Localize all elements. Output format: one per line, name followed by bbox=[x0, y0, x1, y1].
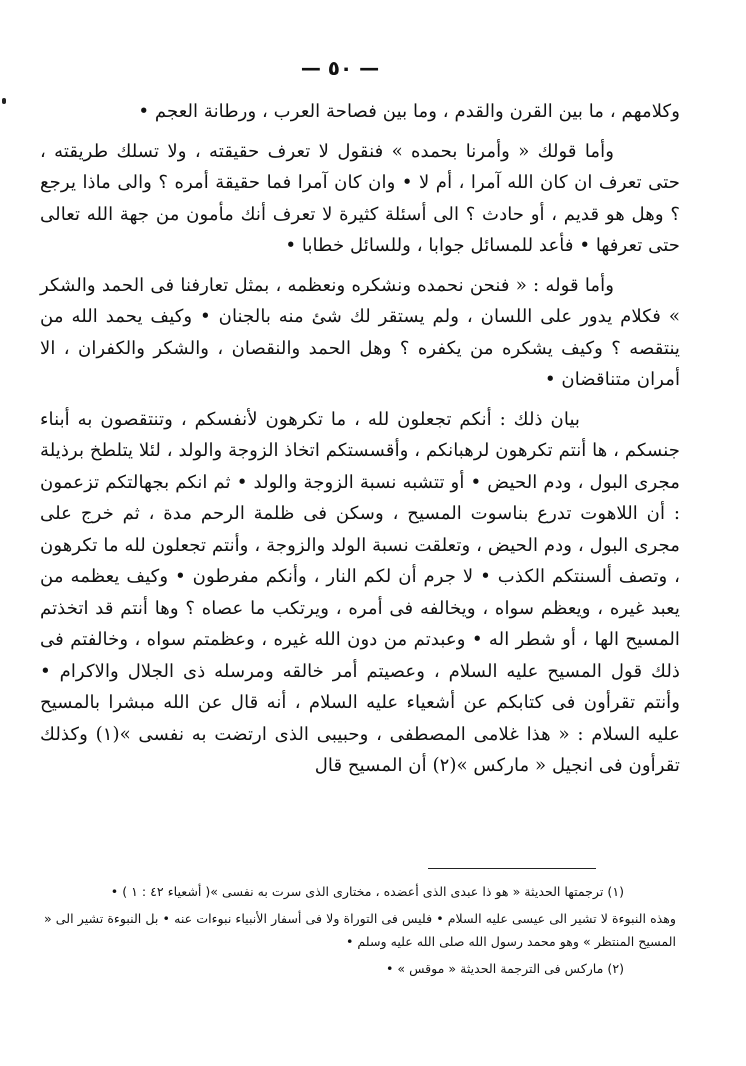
footnote: (٢) ماركس فى الترجمة الحديثة « موقس » • bbox=[385, 960, 624, 976]
paragraph: بيان ذلك : أنكم تجعلون لله ، ما تكرهون لأنفسكم ، وتنتقصون به أبناء جنسكم ، ها أنتم تكرهون لرهبانكم ، وأقسستكم اتخاذ الزوجة والولد ، لئلا يتلطخ برذيلة مجرى البول ، ودم الحيض • أو تتشبه نسبة الزوجة والولد • ثم انكم بجهالتكم تزعمون : أن اللاهوت تدرع بناسوت المسيح ، وسكن فى ظلمة الرحم مدة ، ثم خرج على مجرى البول ، ودم الحيض ، وتعلقت نسبة الولد والزوجة ، وأنتم تجعلون لله ما تكرهون ، وتصف ألسنتكم الكذب • لا جرم أن لكم النار ، وأنكم مفرطون • وكيف يعظمه من يعبد غيره ، ويعظم سواه ، ويخالفه فى أمره ، ويرتكب ما عصاه ؟ وها أنتم قد اتخذتم المسيح الها ، أو شطر اله • وعبدتم من دون الله غيره ، وعظمتم سواه ، وخالفتم فى ذلك قول المسيح عليه السلام ، وعصيتم أمر خالقه ومرسله ذى الجلال والاكرام • وأنتم تقرأون فى كتابكم عن أشعياء عليه السلام ، أنه قال عن الله مبشرا بالمسيح عليه السلام : « هذا غلامى المصطفى ، وحبيبى الذى ارتضت به نفسى »(١) وكذلك تقرأون فى انجيل « ماركس »(٢) أن المسيح قال bbox=[40, 408, 680, 776]
paragraph: وأما قوله : « فنحن نحمده ونشكره ونعظمه ، بمثل تعارفنا فى الحمد والشكر » فكلام يدور على اللسان ، ولم يستقر لك شئ منه بالجنان • وكيف يحمد الله من ينتقصه ؟ وكيف يشكره من يكفره ؟ وهل الحمد والنقصان ، والشكر والكفران ، الا أمران متناقضان • bbox=[40, 274, 680, 390]
paragraph: وكلامهم ، ما بين القرن والقدم ، وما بين فصاحة العرب ، ورطانة العجم • bbox=[138, 101, 680, 122]
page-number: — ٥٠ — bbox=[300, 56, 380, 80]
main-text bbox=[40, 96, 680, 790]
margin-mark bbox=[2, 98, 6, 104]
paragraph: وأما قولك « وأمرنا بحمده » فنقول لا تعرف حقيقته ، ولا تسلك طريقته ، حتى تعرف ان كان الله آمرا ، أم لا • وان كان آمرا فما حقيقة أمره ؟ والى ماذا يرجع ؟ وهل هو قديم ، أو حادث ؟ الى أسئلة كثيرة لا تعرف أنك مأمون من جهة الله تعالى حتى تعرفها • فأعد للمسائل جوابا ، وللسائل خطابا • bbox=[40, 140, 680, 256]
footnote-divider bbox=[428, 868, 596, 869]
footnote: وهذه النبوءة لا تشير الى عيسى عليه السلام • فليس فى التوراة ولا فى أسفار الأنبياء نبوءات عنه • بل النبوءة تشير الى « المسيح المنتظر » وهو محمد رسول الله صلى الله عليه وسلم • bbox=[44, 910, 676, 949]
footnotes bbox=[44, 880, 676, 983]
footnote: (١) ترجمتها الحديثة « هو ذا عبدى الذى أعضده ، مختارى الذى سرت به نفسى »( أشعياء ٤٢ : ١ ) • bbox=[110, 884, 624, 899]
